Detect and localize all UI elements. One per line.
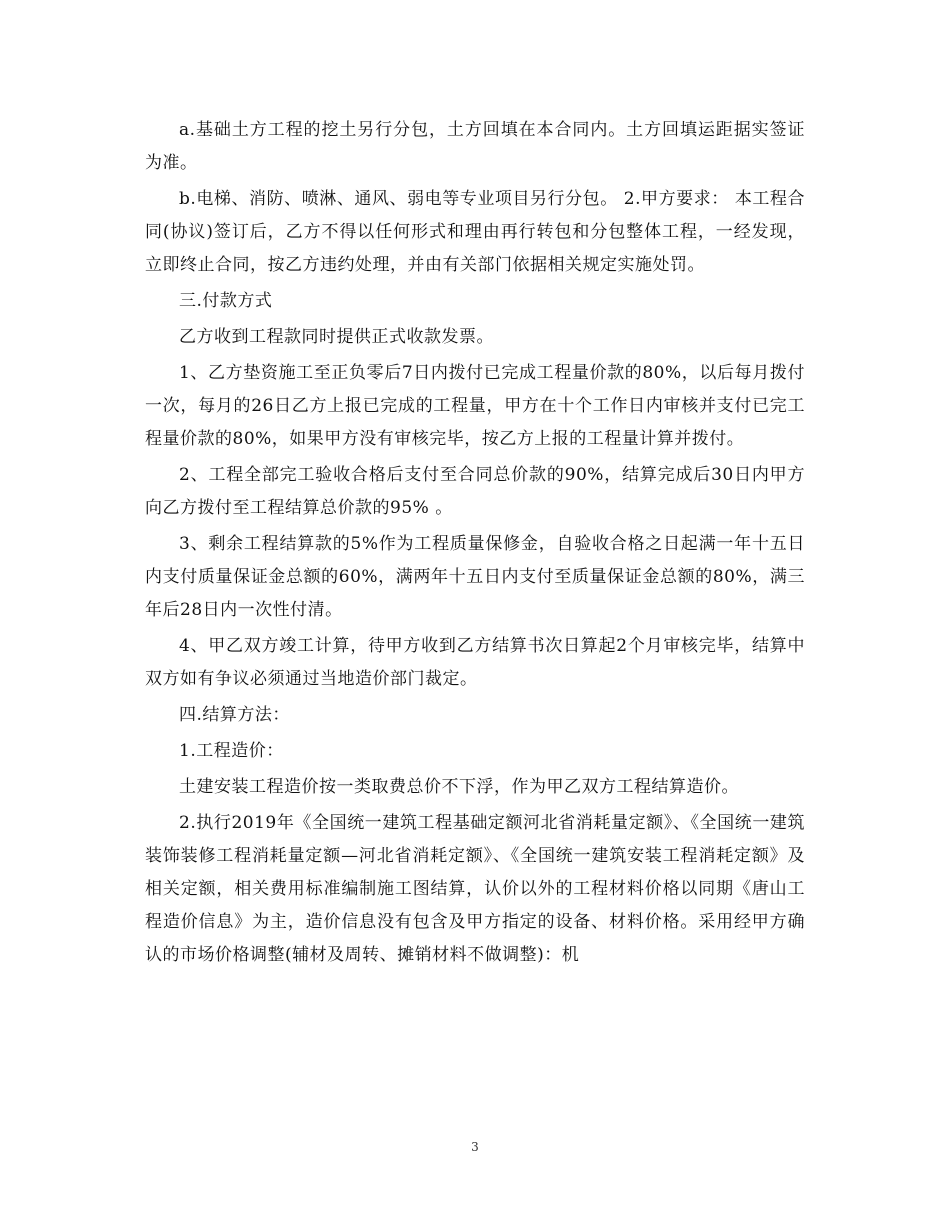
subheading-project-cost: 1.工程造价：: [179, 741, 284, 761]
document-body: [145, 114, 805, 975]
paragraph-earthwork: a.基础土方工程的挖土另行分包，土方回填在本合同内。土方回填运距据实签证为准。: [145, 120, 805, 173]
paragraph-invoice: 乙方收到工程款同时提供正式收款发票。: [179, 327, 494, 347]
section-heading-settlement: 四.结算方法：: [179, 705, 290, 725]
paragraph-cost-basis: 土建安装工程造价按一类取费总价不下浮，作为甲乙双方工程结算造价。: [179, 777, 739, 797]
paragraph-payment-4: 4、甲乙双方竣工计算，待甲方收到乙方结算书次日算起2个月审核完毕，结算中双方如有争议必须通过当地造价部门裁定。: [145, 636, 805, 689]
section-heading-payment: 三.付款方式: [179, 291, 273, 311]
paragraph-quota-standards: 2.执行2019年《全国统一建筑工程基础定额河北省消耗量定额》、《全国统一建筑装饰装修工程消耗量定额—河北省消耗定额》、《全国统一建筑安装工程消耗定额》及相关定额，相关费用标准编制施工图结算，认价以外的工程材料价格以同期《唐山工程造价信息》为主，造价信息没有包含及甲方指定的设备、材料价格。采用经甲方确认的市场价格调整(辅材及周转、摊销材料不做调整)：机: [145, 813, 805, 965]
paragraph-payment-2: 2、工程全部完工验收合格后支付至合同总价款的90%，结算完成后30日内甲方向乙方拨付至工程结算总价款的95% 。: [145, 465, 805, 518]
paragraph-payment-3: 3、剩余工程结算款的5%作为工程质量保修金，自验收合格之日起满一年十五日内支付质量保证金总额的60%，满两年十五日内支付至质量保证金总额的80%，满三年后28日内一次性付清。: [145, 534, 805, 620]
paragraph-subcontract: b.电梯、消防、喷淋、通风、弱电等专业项目另行分包。 2.甲方要求： 本工程合同(协议)签订后，乙方不得以任何形式和理由再行转包和分包整体工程，一经发现，立即终止合同，按乙方违约处理，并由有关部门依据相关规定实施处罚。: [145, 189, 805, 275]
page-number: 3: [471, 1140, 479, 1154]
paragraph-payment-1: 1、乙方垫资施工至正负零后7日内拨付已完成工程量价款的80%，以后每月拨付一次，每月的26日乙方上报已完成的工程量，甲方在十个工作日内审核并支付已完工程量价款的80%，如果甲方没有审核完毕，按乙方上报的工程量计算并拨付。: [145, 363, 805, 449]
